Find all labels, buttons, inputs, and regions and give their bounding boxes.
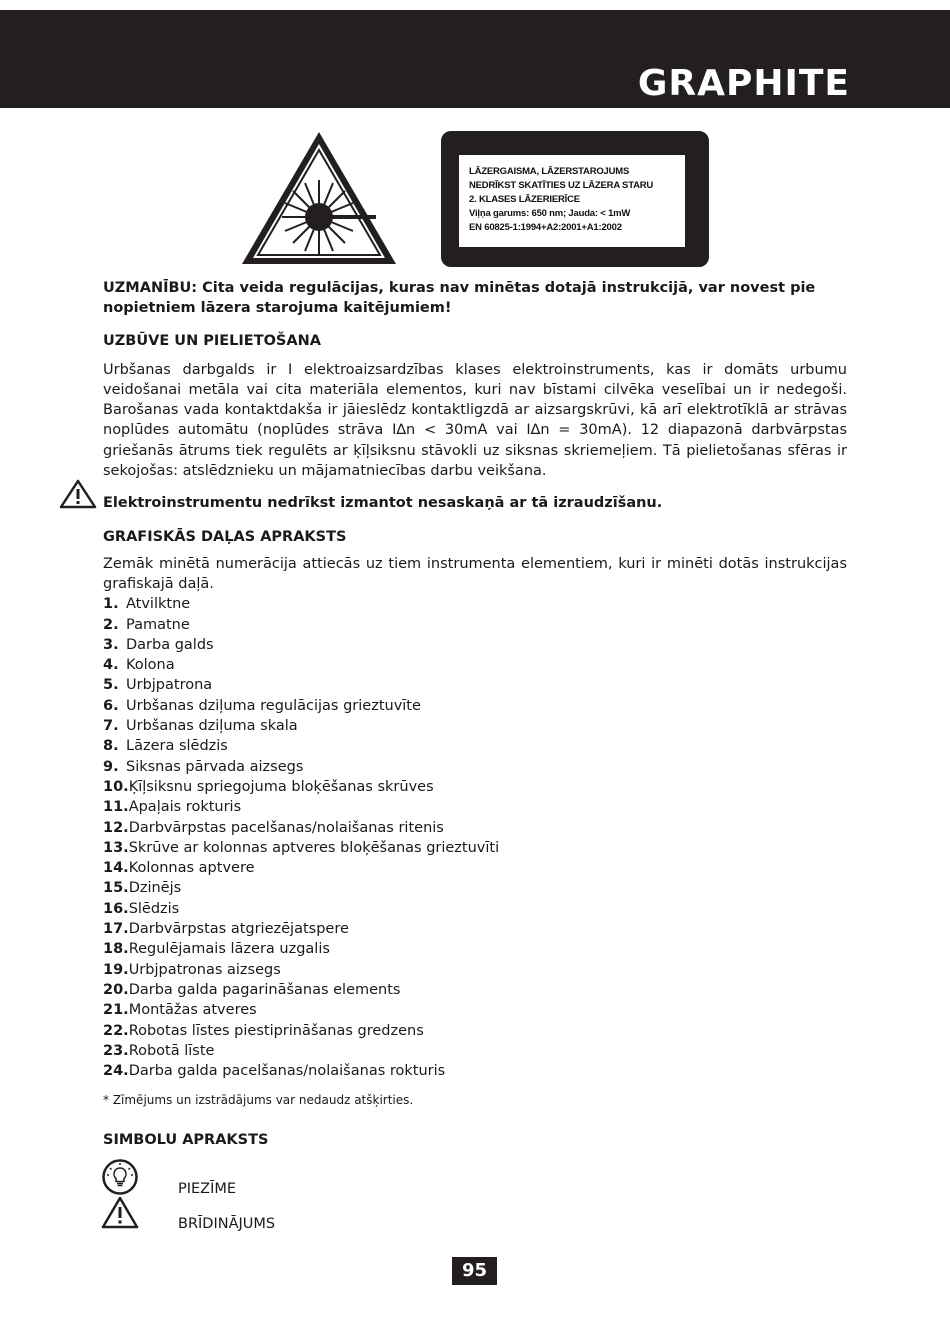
parts-list-item [103,939,847,959]
laser-label-line: LĀZERGAISMA, LĀZERSTAROJUMS [469,166,630,177]
footnote: * Zīmējums un izstrādājums var nedaudz atšķirties. [103,1093,414,1108]
parts-list-item [103,878,847,898]
parts-list-number: 7. [103,718,119,735]
main-content [103,278,847,1150]
parts-list-number: 21. [103,1002,129,1019]
parts-list-text: Urbjpatrona [126,677,213,694]
laser-label-line: 2. KLASES LĀZERIERĪCE [469,194,580,205]
parts-list-number: 20. [103,981,129,998]
parts-list-text: Atvilktne [126,596,191,613]
parts-list-number: 1. [103,596,119,613]
parts-list-text: Regulējamais lāzera uzgalis [128,941,330,958]
parts-list-number: 2. [103,616,119,633]
parts-list-text: Urbšanas dziļuma regulācijas grieztuvīte [126,697,421,714]
symbols-heading: SIMBOLU APRAKSTS [103,1132,269,1149]
parts-list-item [103,615,847,635]
parts-list [103,594,847,1081]
laser-label-text-area [459,155,685,247]
parts-list-text: Kolonnas aptvere [128,860,255,877]
parts-list-text: Urbjpatronas aizsegs [128,961,281,978]
parts-list-text: Pamatne [126,616,190,633]
parts-list-text: Robotas līstes piestiprināšanas gredzens [128,1022,424,1039]
parts-list-item [103,757,847,777]
construction-body: Urbšanas darbgalds ir I elektroaizsardzības klases elektroinstruments, kas ir domāts urbumu veidošanai metāla vai cita materiāla elementos, kuri nav bīstami cilvēka veselībai un ir nedegoši. Barošanas vada kontaktdakša ir jāieslēdz kontaktligzdā ar aizsargskrūvi, kā arī elektrotīklā ar strāvas noplūdes automātu (noplūdes strāva I∆n < 30mA vai I∆n = 30mA). 12 diapazonā darbvārpstas griešanās ātrums tiek regulēts ar ķīļsiksnu stāvokli uz siksnas skriemeļiem. Tā pielietošanas sfēras ir sekojošas: atslēdznieku un mājamatniecības darbu veikšana. [103,361,847,480]
parts-list-text: Darba galds [126,636,214,653]
parts-list-text: Ķīļsiksnu spriegojuma bloķēšanas skrūves [128,778,434,795]
parts-list-text: Darbvārpstas atgriezējatspere [128,921,349,938]
laser-hazard-icon [238,128,400,268]
parts-list-number: 16. [103,900,129,917]
parts-list-item [103,594,847,614]
parts-list-number: 19. [103,961,129,978]
parts-list-item [103,797,847,817]
parts-list-text: Slēdzis [128,900,180,917]
parts-list-text: Kolona [126,657,175,674]
header-bar [0,10,950,108]
laser-warning-label [441,131,709,267]
parts-list-item [103,655,847,675]
usage-warning: Elektroinstrumentu nedrīkst izmantot nesaskaņā ar tā izraudzīšanu. [103,495,663,512]
laser-label-line: EN 60825-1:1994+A2:2001+A1:2002 [469,222,622,233]
parts-list-number: 11. [103,799,129,816]
parts-list-text: Montāžas atveres [128,1002,257,1019]
parts-list-number: 10. [103,778,129,795]
parts-list-number: 8. [103,738,119,755]
warning-triangle-icon [101,1196,139,1230]
parts-list-number: 18. [103,941,129,958]
parts-list-item [103,980,847,1000]
parts-list-item [103,675,847,695]
parts-list-number: 9. [103,758,119,775]
parts-list-number: 15. [103,880,129,897]
construction-heading: UZBŪVE UN PIELIETOŠANA [103,332,321,349]
parts-list-item [103,777,847,797]
parts-list-number: 17. [103,921,129,938]
parts-list-text: Dzinējs [128,880,182,897]
parts-list-number: 23. [103,1042,129,1059]
parts-list-text: Robotā līste [128,1042,215,1059]
parts-list-number: 24. [103,1063,129,1080]
parts-list-number: 12. [103,819,129,836]
warning-triangle-icon [59,479,97,509]
parts-list-text: Siksnas pārvada aizsegs [126,758,304,775]
parts-list-number: 6. [103,697,119,714]
symbol-note-label: PIEZĪME [178,1181,237,1197]
parts-list-number: 3. [103,636,119,653]
parts-list-item [103,696,847,716]
parts-list-item [103,1041,847,1061]
parts-list-number: 14. [103,860,129,877]
parts-list-item [103,1000,847,1020]
parts-list-text: Skrūve ar kolonnas aptveres bloķēšanas grieztuvīti [128,839,500,856]
parts-list-item [103,1021,847,1041]
parts-list-number: 4. [103,657,119,674]
parts-list-item [103,818,847,838]
parts-list-number: 22. [103,1022,129,1039]
lightbulb-icon [101,1159,139,1195]
parts-list-item [103,736,847,756]
parts-list-text: Darba galda pagarināšanas elements [128,981,401,998]
laser-label-line: NEDRĪKST SKATĪTIES UZ LĀZERA STARU [469,180,654,191]
parts-list-item [103,899,847,919]
parts-list-text: Urbšanas dziļuma skala [126,718,298,735]
parts-list-item [103,960,847,980]
graphics-heading: GRAFISKĀS DAĻAS APRAKSTS [103,528,347,545]
parts-list-text: Lāzera slēdzis [126,738,228,755]
parts-list-item [103,919,847,939]
graphics-intro: Zemāk minētā numerācija attiecās uz tiem instrumenta elementiem, kuri ir minēti dotās instrukcijas grafiskajā daļā. [103,555,847,592]
parts-list-item [103,858,847,878]
parts-list-text: Darbvārpstas pacelšanas/nolaišanas ritenis [128,819,444,836]
symbol-warning-label: BRĪDINĀJUMS [178,1216,276,1232]
page-number: 95 [452,1257,497,1285]
parts-list-text: Apaļais rokturis [128,799,242,816]
parts-list-item [103,1061,847,1081]
parts-list-number: 13. [103,839,129,856]
parts-list-item [103,716,847,736]
parts-list-item [103,635,847,655]
parts-list-item [103,838,847,858]
parts-list-text: Darba galda pacelšanas/nolaišanas rokturis [128,1063,446,1080]
parts-list-number: 5. [103,677,119,694]
caution-text: UZMANĪBU: Cita veida regulācijas, kuras nav minētas dotajā instrukcijā, var novest pie nopietniem lāzera starojuma kaitējumiem! [103,280,816,317]
laser-label-line: Viļņa garums: 650 nm; Jauda: < 1mW [469,208,631,219]
brand-logo: GRAPHITE [637,63,850,104]
